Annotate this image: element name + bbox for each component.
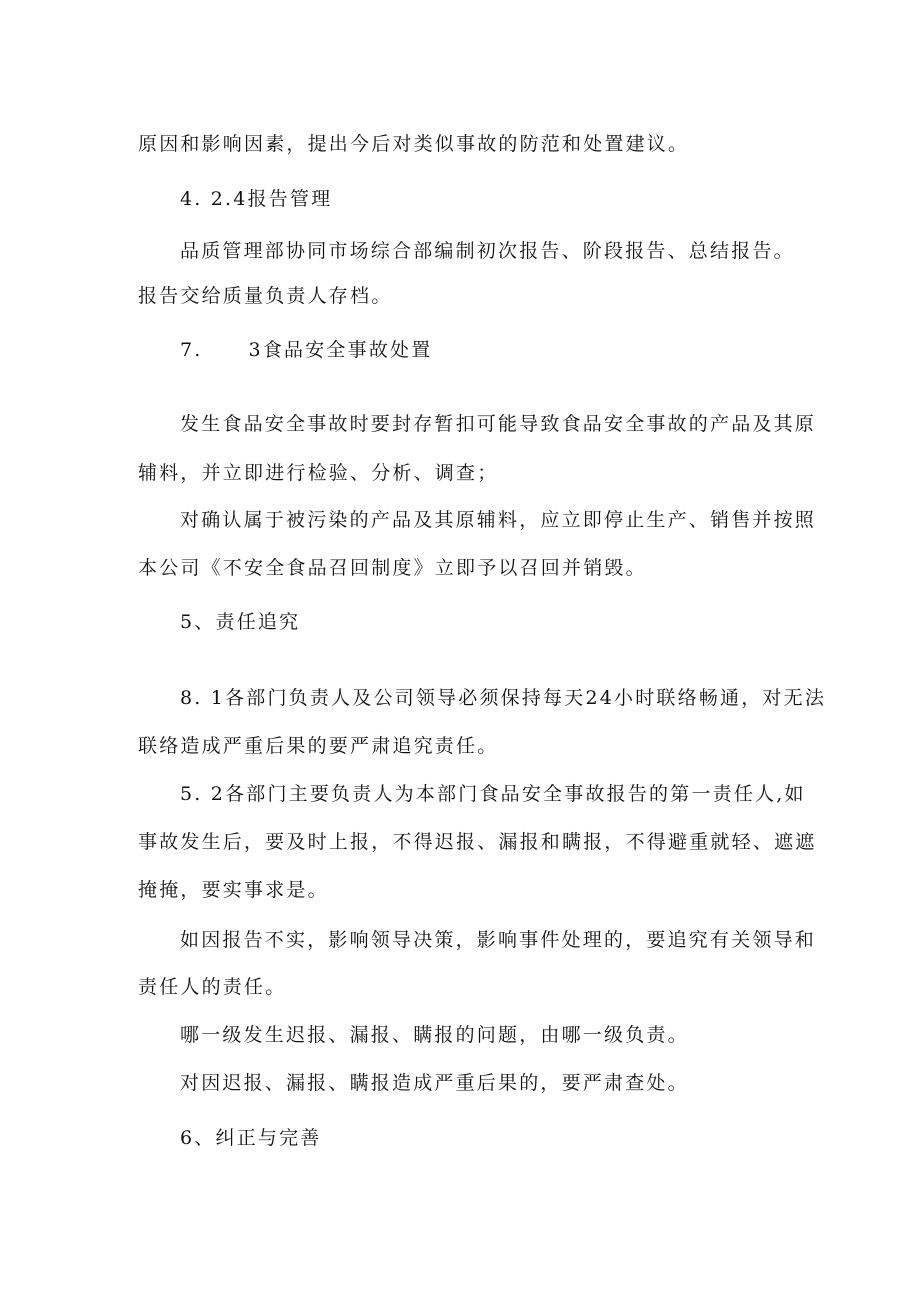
text-line-13: 5. 2各部门主要负责人为本部门食品安全事故报告的第一责任人,如 (180, 783, 806, 805)
text-line-4: 报告交给质量负责人存档。 (138, 285, 393, 307)
text-line-9: 本公司《不安全食品召回制度》立即予以召回并销毁。 (138, 557, 647, 579)
section-heading-6: 6、纠正与完善 (180, 1127, 322, 1149)
text-line-16: 如因报告不实，影响领导决策，影响事件处理的，要追究有关领导和 (180, 929, 817, 951)
text-line-8: 对确认属于被污染的产品及其原辅料，应立即停止生产、销售并按照 (180, 509, 817, 531)
text-line-3: 品质管理部协同市场综合部编制初次报告、阶段报告、总结报告。 (180, 240, 795, 262)
text-line-19: 对因迟报、漏报、瞒报造成严重后果的，要严肃查处。 (180, 1072, 689, 1094)
text-line-18: 哪一级发生迟报、漏报、瞒报的问题，由哪一级负责。 (180, 1024, 689, 1046)
section-heading-3-number: 7. (180, 339, 203, 361)
text-line-11: 8. 1各部门负责人及公司领导必须保持每天24小时联络畅通，对无法 (180, 687, 827, 709)
section-heading-4-2-4: 4. 2.4报告管理 (180, 188, 333, 210)
section-heading-5: 5、责任追究 (180, 611, 301, 633)
text-line-15: 掩掩，要实事求是。 (138, 879, 329, 901)
text-line-17: 责任人的责任。 (138, 976, 287, 998)
text-line-6: 发生食品安全事故时要封存暂扣可能导致食品安全事故的产品及其原 (180, 413, 817, 435)
section-heading-3 (180, 338, 432, 362)
text-line-14: 事故发生后，要及时上报，不得迟报、漏报和瞒报，不得避重就轻、遮遮 (138, 831, 817, 853)
text-line-12: 联络造成严重后果的要严肃追究责任。 (138, 735, 499, 757)
section-heading-3-title: 3食品安全事故处置 (248, 339, 433, 361)
text-line-1: 原因和影响因素，提出今后对类似事故的防范和处置建议。 (138, 133, 690, 155)
text-line-7: 辅料，并立即进行检验、分析、调查； (138, 462, 499, 484)
